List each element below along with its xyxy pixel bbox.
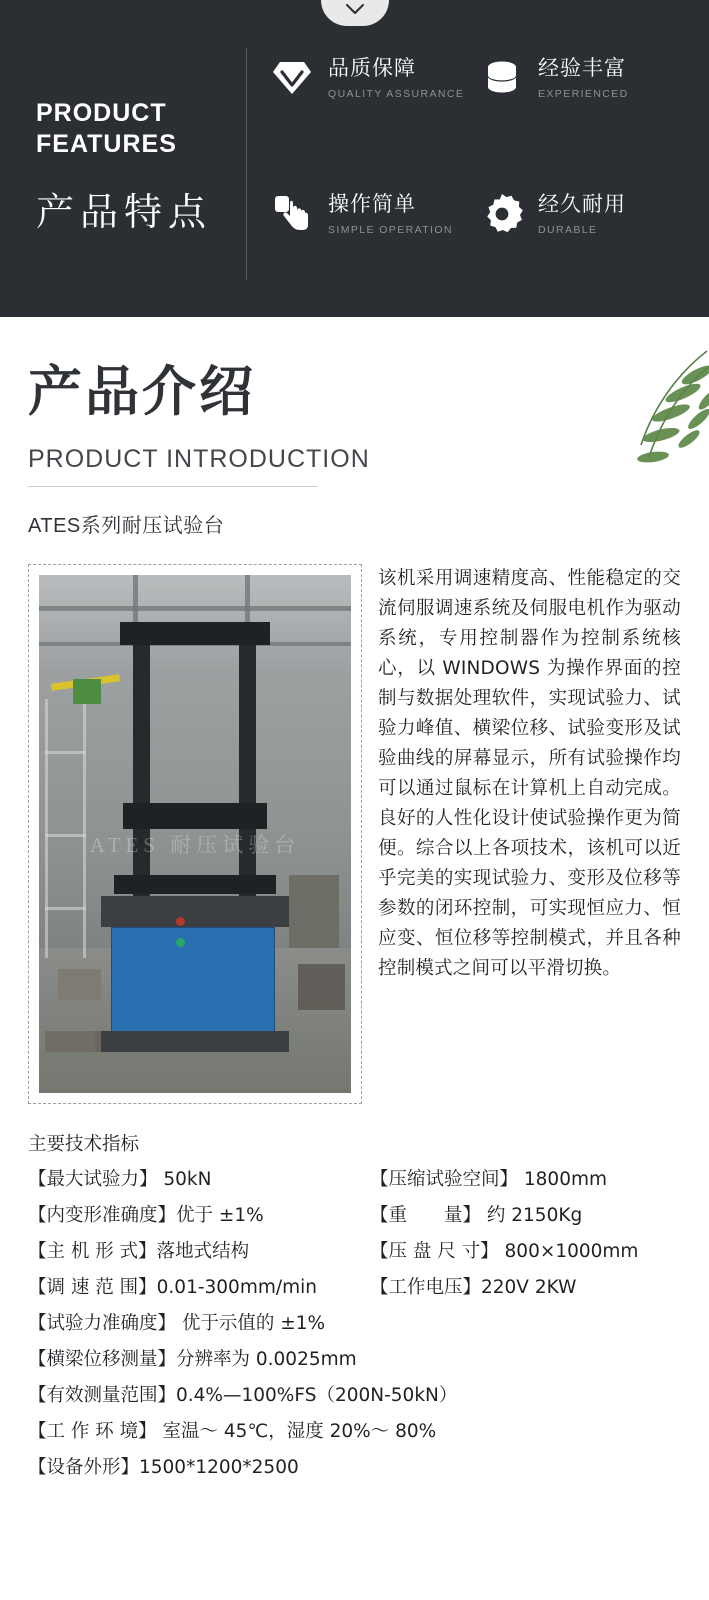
spec-cell-left: 【主 机 形 式】落地式结构 (28, 1240, 250, 1262)
product-features-banner (0, 0, 709, 317)
database-icon (480, 56, 524, 100)
banner-title-cn: 产品特点 (36, 189, 213, 234)
banner-vertical-divider (246, 48, 247, 280)
spec-row (28, 1168, 685, 1193)
feature-item-durable (480, 192, 690, 236)
spec-cell-left: 【最大试验力】 50kN (28, 1169, 212, 1190)
gear-icon (480, 192, 524, 236)
feature-item-experienced (480, 56, 690, 100)
spec-cell-right: 【压 盘 尺 寸】 800×1000mm (370, 1240, 639, 1262)
spec-cell-left: 【调 速 范 围】0.01-300mm/min (28, 1276, 317, 1298)
banner-title-en-line1: PRODUCT (36, 99, 167, 127)
feature-label-en: SIMPLE OPERATION (328, 223, 453, 236)
page-title: 产品介绍 (28, 360, 256, 423)
product-model-subtitle: ATES系列耐压试验台 (28, 515, 225, 537)
spec-cell-left: 【工 作 环 境】 室温～ 45℃，湿度 20%～ 80% (28, 1420, 437, 1442)
technical-specifications (28, 1130, 685, 1481)
spec-cell-left: 【内变形准确度】优于 ±1% (28, 1204, 264, 1226)
feature-label-cn: 经久耐用 (538, 193, 626, 217)
spec-cell-right: 【重 量】 约 2150Kg (370, 1204, 583, 1226)
spec-cell-left: 【横梁位移测量】分辨率为 0.0025mm (28, 1348, 357, 1370)
feature-item-quality (270, 56, 480, 100)
diamond-icon (270, 56, 314, 100)
feature-label-cn: 品质保障 (328, 57, 416, 81)
spec-row (28, 1348, 685, 1373)
hand-click-icon (270, 192, 314, 236)
chevron-down-icon (346, 4, 364, 15)
photo-watermark: ATES 耐压试验台 (89, 833, 301, 858)
product-photo-frame (28, 564, 362, 1104)
scroll-down-notch (321, 0, 389, 26)
spec-row (28, 1276, 685, 1301)
spec-cell-left: 【设备外形】1500*1200*2500 (28, 1456, 299, 1478)
product-introduction-header (0, 317, 709, 538)
banner-title-group (36, 98, 236, 236)
title-divider (28, 486, 318, 487)
spec-row (28, 1456, 685, 1481)
product-photo (39, 575, 351, 1093)
feature-grid (270, 56, 690, 236)
product-description-paragraph: 该机采用调速精度高、性能稳定的交流伺服调速系统及伺服电机作为驱动系统，专用控制器作为控制系统核心，以 WINDOWS 为操作界面的控制与数据处理软件，实现试验力、试验力峰值、横梁位移、试验变形及试验曲线的屏幕显示，所有试验操作均可以通过鼠标在计算机上自动完成。良好的人性化设计使试验操作更为简便。综合以上各项技术，该机可以近乎完美的实现试验力、变形及位移等参数的闭环控制，可实现恒应力、恒应变、恒位移等控制模式，并且各种控制模式之间可以平滑切换。 (378, 568, 681, 979)
feature-label-en: QUALITY ASSURANCE (328, 87, 465, 100)
product-overview-block (28, 564, 681, 1104)
spec-row (28, 1420, 685, 1445)
feature-item-simple-operation (270, 192, 480, 236)
specs-heading: 主要技术指标 (28, 1134, 140, 1155)
spec-cell-left: 【试验力准确度】 优于示值的 ±1% (28, 1312, 326, 1334)
feature-label-cn: 经验丰富 (538, 57, 626, 81)
spec-cell-left: 【有效测量范围】0.4%—100%FS（200N-50kN） (28, 1384, 458, 1406)
spec-row (28, 1384, 685, 1409)
feature-label-en: DURABLE (538, 223, 598, 236)
spec-row (28, 1312, 685, 1337)
feature-label-en: EXPERIENCED (538, 87, 629, 100)
spec-row (28, 1240, 685, 1265)
banner-title-en-line2: FEATURES (36, 130, 177, 159)
feature-label-cn: 操作简单 (328, 193, 416, 217)
spec-row (28, 1204, 685, 1229)
page-title-en: PRODUCT INTRODUCTION (28, 445, 370, 473)
spec-cell-right: 【工作电压】220V 2KW (370, 1276, 577, 1298)
spec-cell-right: 【压缩试验空间】 1800mm (370, 1169, 608, 1190)
